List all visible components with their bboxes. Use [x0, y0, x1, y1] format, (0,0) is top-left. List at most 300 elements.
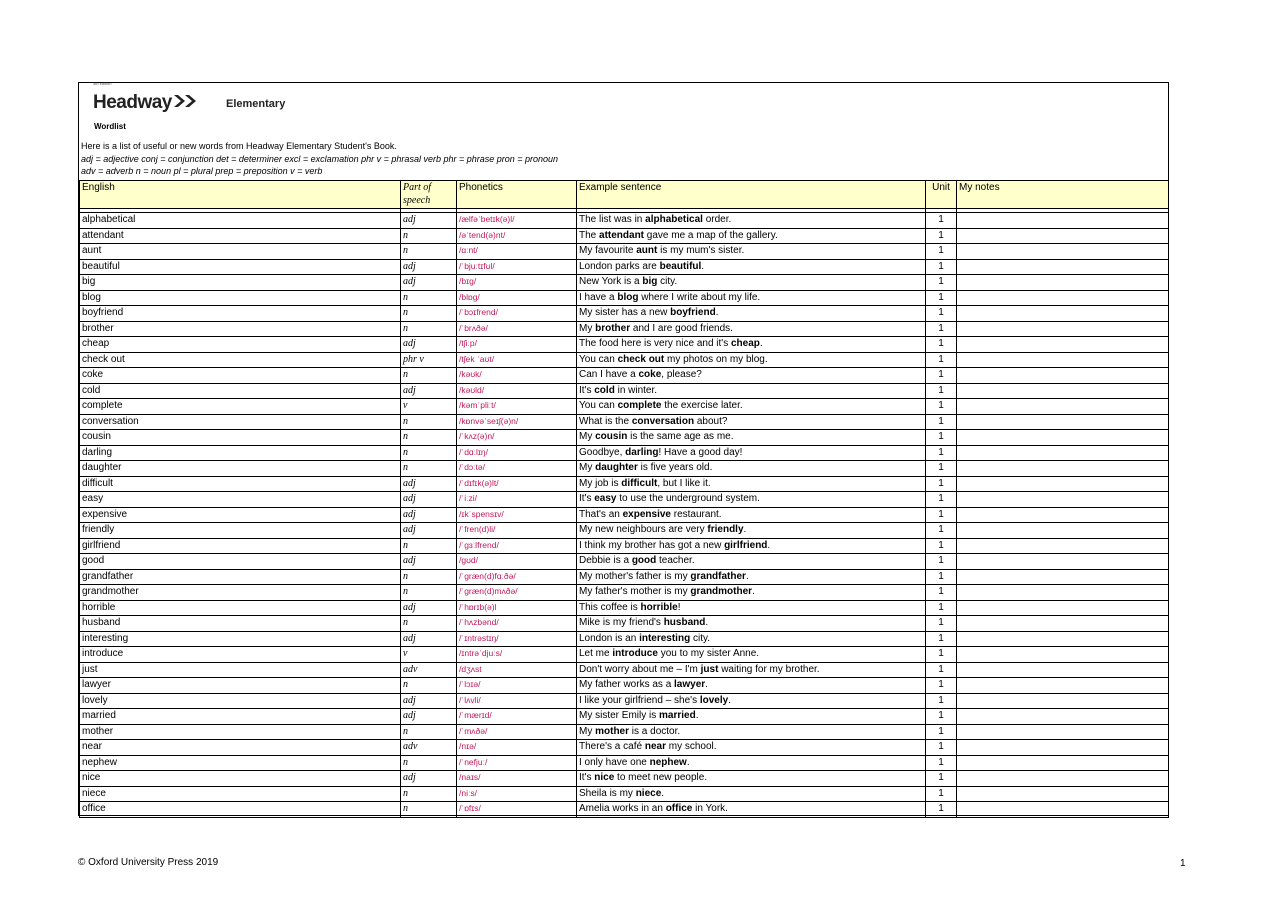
example-keyword: blog — [617, 291, 639, 303]
part-of-speech-cell: n — [401, 445, 457, 461]
unit-cell: 1 — [926, 569, 957, 585]
example-text: to use the underground system. — [616, 493, 760, 504]
example-keyword: attendant — [599, 229, 645, 241]
unit-cell: 1 — [926, 430, 957, 446]
unit-cell: 1 — [926, 228, 957, 244]
notes-cell — [957, 631, 1169, 647]
table-row — [80, 786, 1169, 802]
example-keyword: interesting — [639, 632, 691, 644]
part-of-speech-cell: adj — [401, 631, 457, 647]
example-keyword: brother — [595, 322, 631, 334]
notes-cell — [957, 275, 1169, 291]
part-of-speech-cell: n — [401, 368, 457, 384]
phonetics-cell: /ˈhɒrɪb(ə)l — [457, 600, 577, 616]
example-text: I only have one — [579, 756, 650, 768]
phonetics-cell: /kəmˈpliːt/ — [457, 399, 577, 415]
unit-cell: 1 — [926, 523, 957, 539]
example-text: , but I like it. — [657, 477, 711, 489]
example-cell — [577, 461, 926, 477]
part-of-speech-cell: n — [401, 616, 457, 632]
example-text: My sister Emily is — [579, 710, 659, 721]
notes-cell — [957, 786, 1169, 802]
example-keyword: check out — [617, 353, 665, 365]
example-text: ! — [677, 601, 681, 613]
table-row — [80, 321, 1169, 337]
example-text: Don't worry about me – I'm — [579, 663, 701, 675]
table-row — [80, 755, 1169, 771]
table-row — [80, 678, 1169, 694]
example-text: is my mum's sister. — [657, 245, 745, 256]
part-of-speech-cell: adj — [401, 492, 457, 508]
example-text: in winter. — [614, 384, 658, 396]
part-of-speech-cell: phr v — [401, 352, 457, 368]
table-row — [80, 771, 1169, 787]
phonetics-cell: /ɡʊd/ — [457, 554, 577, 570]
example-text: where I write about my life. — [638, 291, 761, 303]
brand-name: Headway — [93, 92, 172, 113]
part-of-speech-cell: v — [401, 647, 457, 663]
table-row — [80, 616, 1169, 632]
double-chevron-icon — [173, 94, 199, 108]
table-row — [80, 662, 1169, 678]
unit-cell: 1 — [926, 600, 957, 616]
table-row — [80, 430, 1169, 446]
example-keyword: expensive — [622, 508, 671, 520]
example-cell — [577, 507, 926, 523]
notes-cell — [957, 368, 1169, 384]
example-keyword: niece — [635, 787, 662, 799]
phonetics-cell: /ˈkʌz(ə)n/ — [457, 430, 577, 446]
table-row — [80, 414, 1169, 430]
word-cell: complete — [80, 399, 401, 415]
example-cell — [577, 290, 926, 306]
example-cell — [577, 600, 926, 616]
word-cell: beautiful — [80, 259, 401, 275]
phonetics-cell: /tʃek ˈaʊt/ — [457, 352, 577, 368]
example-cell — [577, 724, 926, 740]
example-text: My father's mother is my — [579, 586, 691, 597]
phonetics-cell: /ˈlɔɪə/ — [457, 678, 577, 694]
word-cell: cheap — [80, 337, 401, 353]
example-text: . — [743, 524, 747, 535]
example-keyword: good — [631, 555, 657, 566]
word-cell: daughter — [80, 461, 401, 477]
example-text: . — [705, 679, 708, 690]
table-body — [80, 209, 1169, 818]
unit-cell: 1 — [926, 616, 957, 632]
unit-cell: 1 — [926, 368, 957, 384]
word-cell: good — [80, 554, 401, 570]
part-of-speech-cell: adv — [401, 740, 457, 756]
phonetics-cell: /niːs/ — [457, 786, 577, 802]
example-text: the exercise later. — [661, 400, 743, 411]
word-cell: check out — [80, 352, 401, 368]
example-cell — [577, 786, 926, 802]
example-cell — [577, 368, 926, 384]
part-of-speech-cell: adj — [401, 554, 457, 570]
example-text: Goodbye, — [579, 446, 626, 458]
phonetics-cell: /ˈnefjuː/ — [457, 755, 577, 771]
phonetics-cell: /kəʊld/ — [457, 383, 577, 399]
example-keyword: nephew — [649, 756, 687, 768]
example-text: What is the — [579, 415, 632, 427]
example-text: New York is a — [579, 276, 643, 287]
notes-cell — [957, 585, 1169, 601]
notes-cell — [957, 290, 1169, 306]
example-text: I have a — [579, 291, 618, 303]
notes-cell — [957, 647, 1169, 663]
phonetics-cell: /nɪə/ — [457, 740, 577, 756]
phonetics-cell: /bɪɡ/ — [457, 275, 577, 291]
word-cell: coke — [80, 368, 401, 384]
example-cell — [577, 693, 926, 709]
example-cell — [577, 476, 926, 492]
unit-cell: 1 — [926, 724, 957, 740]
example-keyword: near — [644, 741, 666, 752]
table-row — [80, 631, 1169, 647]
example-cell — [577, 678, 926, 694]
notes-cell — [957, 430, 1169, 446]
unit-cell: 1 — [926, 383, 957, 399]
word-cell: boyfriend — [80, 306, 401, 322]
example-text: . — [752, 586, 755, 597]
example-keyword: friendly — [707, 524, 744, 535]
word-cell: niece — [80, 786, 401, 802]
part-of-speech-cell: adj — [401, 476, 457, 492]
word-cell: attendant — [80, 228, 401, 244]
page-number: 1 — [1180, 858, 1186, 869]
wordlist-sheet — [78, 82, 1169, 816]
part-of-speech-cell: adj — [401, 259, 457, 275]
column-header-phonetics: Phonetics — [457, 181, 577, 209]
example-cell — [577, 740, 926, 756]
part-of-speech-cell: n — [401, 290, 457, 306]
unit-cell: 1 — [926, 662, 957, 678]
word-cell: darling — [80, 445, 401, 461]
notes-cell — [957, 383, 1169, 399]
notes-cell — [957, 337, 1169, 353]
unit-cell: 1 — [926, 414, 957, 430]
example-text: to meet new people. — [614, 772, 708, 783]
part-of-speech-cell: n — [401, 786, 457, 802]
example-cell — [577, 321, 926, 337]
example-text: . — [686, 756, 690, 768]
notes-cell — [957, 755, 1169, 771]
word-cell: horrible — [80, 600, 401, 616]
example-cell — [577, 414, 926, 430]
table-row — [80, 585, 1169, 601]
phonetics-cell: /ˈbrʌðə/ — [457, 321, 577, 337]
example-cell — [577, 802, 926, 818]
word-cell: friendly — [80, 523, 401, 539]
example-text: and I are good friends. — [630, 322, 733, 334]
part-of-speech-cell: n — [401, 585, 457, 601]
example-text: I like your girlfriend – she's — [579, 694, 700, 706]
example-keyword: horrible — [640, 601, 678, 613]
example-keyword: girlfriend — [724, 539, 768, 551]
example-text: is the same age as me. — [627, 431, 734, 442]
table-row — [80, 461, 1169, 477]
word-cell: introduce — [80, 647, 401, 663]
abbreviation-line-1: adj = adjective conj = conjunction det = determiner excl = exclamation phr v = phrasal verb phr = phrase pron = pronoun — [81, 153, 559, 164]
unit-cell: 1 — [926, 647, 957, 663]
notes-cell — [957, 244, 1169, 260]
example-text: The list was in — [579, 214, 646, 225]
phonetics-cell: /blɒɡ/ — [457, 290, 577, 306]
notes-cell — [957, 399, 1169, 415]
part-of-speech-cell: n — [401, 569, 457, 585]
example-cell — [577, 430, 926, 446]
example-cell — [577, 709, 926, 725]
word-cell: husband — [80, 616, 401, 632]
part-of-speech-cell: n — [401, 321, 457, 337]
phonetics-cell: /ˈɡræn(d)mʌðə/ — [457, 585, 577, 601]
table-row — [80, 228, 1169, 244]
example-text: teacher. — [656, 555, 695, 566]
unit-cell: 1 — [926, 476, 957, 492]
notes-cell — [957, 662, 1169, 678]
unit-cell: 1 — [926, 275, 957, 291]
word-cell: big — [80, 275, 401, 291]
example-keyword: easy — [594, 493, 617, 504]
example-text: You can — [579, 353, 618, 365]
table-row — [80, 244, 1169, 260]
table-row — [80, 693, 1169, 709]
phonetics-cell: /ˈdɪfɪk(ə)lt/ — [457, 476, 577, 492]
column-header-notes: My notes — [957, 181, 1169, 209]
abbreviation-line-2: adv = adverb n = noun pl = plural prep = preposition v = verb — [81, 166, 323, 176]
unit-cell: 1 — [926, 554, 957, 570]
example-text: This coffee is — [579, 601, 641, 613]
word-cell: alphabetical — [80, 213, 401, 229]
notes-cell — [957, 228, 1169, 244]
unit-cell: 1 — [926, 507, 957, 523]
example-text: My job is — [579, 477, 622, 489]
table-row — [80, 368, 1169, 384]
column-header-english: English — [80, 181, 401, 209]
part-of-speech-cell: adv — [401, 662, 457, 678]
word-cell: nice — [80, 771, 401, 787]
part-of-speech-cell: adj — [401, 693, 457, 709]
part-of-speech-cell: n — [401, 678, 457, 694]
part-of-speech-cell: adj — [401, 213, 457, 229]
example-cell — [577, 492, 926, 508]
phonetics-cell: /əˈtend(ə)nt/ — [457, 228, 577, 244]
example-cell — [577, 538, 926, 554]
example-text: London is an — [579, 632, 640, 644]
part-of-speech-cell: n — [401, 755, 457, 771]
phonetics-cell: /tʃiːp/ — [457, 337, 577, 353]
example-keyword: nice — [594, 772, 615, 783]
wordlist-title: Wordlist — [94, 122, 126, 131]
unit-cell: 1 — [926, 709, 957, 725]
part-of-speech-cell: n — [401, 414, 457, 430]
notes-cell — [957, 693, 1169, 709]
phonetics-cell: /ˈɡræn(d)fɑːðə/ — [457, 569, 577, 585]
example-text: is a doctor. — [629, 725, 681, 737]
table-row — [80, 538, 1169, 554]
unit-cell: 1 — [926, 802, 957, 818]
example-text: There's a café — [579, 741, 645, 752]
table-row — [80, 554, 1169, 570]
example-cell — [577, 259, 926, 275]
notes-cell — [957, 259, 1169, 275]
table-row — [80, 445, 1169, 461]
example-keyword: big — [642, 276, 658, 287]
example-text: city. — [690, 632, 711, 644]
copyright: © Oxford University Press 2019 — [78, 857, 219, 868]
notes-cell — [957, 554, 1169, 570]
example-cell — [577, 228, 926, 244]
word-cell: just — [80, 662, 401, 678]
unit-cell: 1 — [926, 259, 957, 275]
example-keyword: grandfather — [690, 570, 746, 582]
phonetics-cell: /ˈdɑːlɪŋ/ — [457, 445, 577, 461]
part-of-speech-cell: n — [401, 461, 457, 477]
example-text: The — [579, 229, 600, 241]
phonetics-cell: /ɪntrəˈdjuːs/ — [457, 647, 577, 663]
example-keyword: coke — [638, 369, 662, 380]
table-row — [80, 306, 1169, 322]
phonetics-cell: /ˈbjuːtɪfʊl/ — [457, 259, 577, 275]
example-cell — [577, 337, 926, 353]
phonetics-cell: /ˈɡɜːlfrend/ — [457, 538, 577, 554]
example-cell — [577, 616, 926, 632]
example-cell — [577, 755, 926, 771]
example-text: restaurant. — [670, 508, 722, 520]
table-row — [80, 523, 1169, 539]
example-keyword: office — [665, 803, 693, 814]
phonetics-cell: /naɪs/ — [457, 771, 577, 787]
example-text: I think my brother has got a new — [579, 539, 725, 551]
example-cell — [577, 399, 926, 415]
part-of-speech-cell: adj — [401, 600, 457, 616]
example-text: That's an — [579, 508, 623, 520]
example-text: My — [579, 462, 596, 473]
word-cell: nephew — [80, 755, 401, 771]
example-keyword: daughter — [595, 462, 638, 473]
unit-cell: 1 — [926, 755, 957, 771]
notes-cell — [957, 538, 1169, 554]
word-cell: office — [80, 802, 401, 818]
word-cell: near — [80, 740, 401, 756]
phonetics-cell: /ælfəˈbetɪk(ə)l/ — [457, 213, 577, 229]
example-text: . — [661, 787, 665, 799]
example-text: It's — [579, 493, 595, 504]
example-keyword: cheap — [731, 338, 760, 349]
edition-label: 5th edition — [93, 81, 112, 86]
example-text: . — [715, 307, 719, 318]
example-text: Mike is my friend's — [579, 617, 664, 628]
part-of-speech-cell: n — [401, 306, 457, 322]
word-cell: conversation — [80, 414, 401, 430]
example-text: My father works as a — [579, 679, 675, 690]
word-cell: blog — [80, 290, 401, 306]
example-keyword: lovely — [699, 694, 729, 706]
example-text: It's — [579, 384, 595, 396]
example-text: . — [759, 338, 763, 349]
example-cell — [577, 554, 926, 570]
example-cell — [577, 585, 926, 601]
column-header-unit: Unit — [926, 181, 957, 209]
column-header-part-of-speech: Part of speech — [401, 181, 457, 209]
example-text: . — [705, 617, 709, 628]
example-keyword: cold — [594, 384, 615, 396]
example-text: My — [579, 322, 596, 334]
notes-cell — [957, 724, 1169, 740]
example-text: . — [701, 260, 705, 272]
example-text: in York. — [692, 803, 728, 814]
example-text: My sister has a new — [579, 307, 671, 318]
example-cell — [577, 352, 926, 368]
phonetics-cell: /ɪkˈspensɪv/ — [457, 507, 577, 523]
example-text: Let me — [579, 648, 613, 659]
word-cell: cold — [80, 383, 401, 399]
table-row — [80, 709, 1169, 725]
example-keyword: difficult — [621, 477, 658, 489]
notes-cell — [957, 445, 1169, 461]
example-text: It's — [579, 772, 595, 783]
part-of-speech-cell: v — [401, 399, 457, 415]
notes-cell — [957, 213, 1169, 229]
table-row — [80, 352, 1169, 368]
example-keyword: mother — [595, 725, 630, 737]
example-text: . — [728, 694, 731, 706]
part-of-speech-cell: adj — [401, 383, 457, 399]
unit-cell: 1 — [926, 678, 957, 694]
wordlist-table — [79, 180, 1169, 818]
table-row — [80, 507, 1169, 523]
table-row — [80, 647, 1169, 663]
example-cell — [577, 244, 926, 260]
notes-cell — [957, 414, 1169, 430]
unit-cell: 1 — [926, 740, 957, 756]
unit-cell: 1 — [926, 399, 957, 415]
word-cell: interesting — [80, 631, 401, 647]
table-row — [80, 259, 1169, 275]
phonetics-cell: /ˈmʌðə/ — [457, 724, 577, 740]
example-text: My — [579, 431, 596, 442]
unit-cell: 1 — [926, 538, 957, 554]
notes-cell — [957, 523, 1169, 539]
example-text: about? — [694, 415, 728, 427]
example-cell — [577, 569, 926, 585]
example-keyword: husband — [663, 617, 706, 628]
example-text: Amelia works in an — [579, 803, 666, 814]
example-text: My new neighbours are very — [579, 524, 708, 535]
phonetics-cell: /kɒnvəˈseɪʃ(ə)n/ — [457, 414, 577, 430]
level-title: Elementary — [226, 98, 286, 110]
example-text: My mother's father is my — [579, 570, 691, 582]
part-of-speech-cell: n — [401, 724, 457, 740]
notes-cell — [957, 616, 1169, 632]
example-cell — [577, 523, 926, 539]
example-text: My favourite — [579, 245, 637, 256]
notes-cell — [957, 802, 1169, 818]
phonetics-cell: /ˈmærɪd/ — [457, 709, 577, 725]
notes-cell — [957, 678, 1169, 694]
notes-cell — [957, 476, 1169, 492]
table-row — [80, 492, 1169, 508]
table-header-row — [80, 181, 1169, 209]
phonetics-cell: /ɑːnt/ — [457, 244, 577, 260]
table-row — [80, 399, 1169, 415]
notes-cell — [957, 461, 1169, 477]
example-text: ! Have a good day! — [658, 446, 743, 458]
intro-line: Here is a list of useful or new words from Headway Elementary Student's Book. — [81, 141, 397, 151]
example-text: city. — [657, 276, 678, 287]
example-keyword: just — [700, 663, 719, 675]
